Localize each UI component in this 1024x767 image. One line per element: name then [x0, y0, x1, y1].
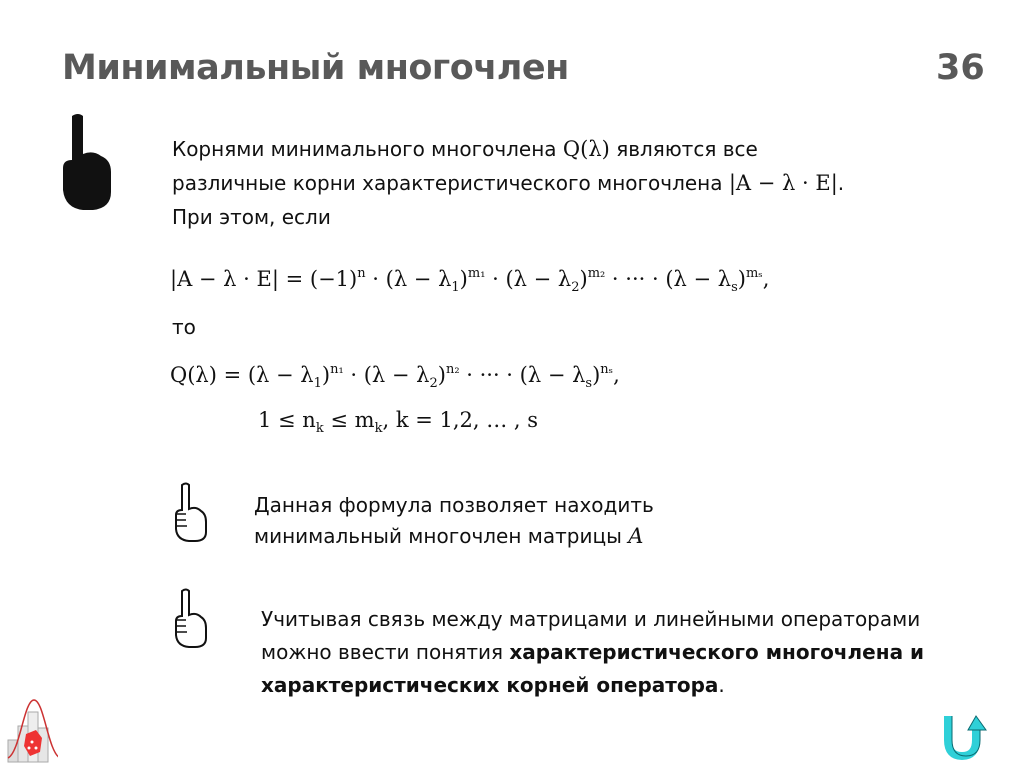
formula-token: ≤ m: [323, 408, 375, 432]
intro-line-1: Корнями минимального многочлена: [172, 137, 563, 161]
formula-token: n₂: [445, 362, 460, 377]
formula-token: 2: [571, 280, 580, 295]
note-2-bold-1: характеристического многочлена и: [509, 640, 925, 664]
intro-line-2-end: .: [837, 171, 845, 195]
formula-token: nₛ: [600, 362, 614, 377]
determinant-math: |A − λ · E|: [728, 171, 838, 195]
intro-text: [172, 132, 844, 234]
return-arrow-icon[interactable]: [944, 714, 1000, 760]
formula-token: · (λ − λ: [485, 267, 572, 291]
formula-token: mₛ: [745, 266, 763, 281]
note-2-end: .: [718, 673, 725, 697]
slide-title: Минимальный многочлен: [62, 48, 569, 88]
note-2-bold-2: характеристических корней оператора: [261, 673, 719, 697]
formula-token: ): [737, 267, 746, 291]
formula-token: s: [731, 280, 738, 295]
formula-constraints: [258, 408, 538, 436]
formula-token: 1 ≤ n: [258, 408, 316, 432]
matrix-a-math: A: [628, 524, 644, 548]
formula-token: k: [374, 421, 383, 436]
formula-token: s: [585, 376, 593, 391]
formula-token: ): [437, 363, 446, 387]
formula-token: · ··· · (λ − λ: [459, 363, 586, 387]
formula-token: ): [579, 267, 588, 291]
intro-line-1-end: являются все: [609, 137, 758, 161]
formula-token: · ··· · (λ − λ: [605, 267, 732, 291]
formula-token: Q(λ) = (λ − λ: [170, 363, 314, 387]
note-1-line-2: минимальный многочлен матрицы: [254, 524, 629, 548]
formula-token: 1: [451, 280, 460, 295]
then-word: то: [172, 315, 196, 339]
formula-token: 1: [313, 376, 322, 391]
note-2-line-1: Учитывая связь между матрицами и линейными операторами: [261, 607, 921, 631]
intro-line-3: При этом, если: [172, 205, 331, 229]
formula-token: · (λ − λ: [365, 267, 452, 291]
intro-line-2: различные корни характеристического многочлена: [172, 171, 729, 195]
formula-token: m₁: [467, 266, 486, 281]
formula-token: n₁: [330, 362, 344, 377]
formula-token: ): [321, 363, 331, 387]
dice-distribution-logo: [6, 696, 58, 764]
formula-token: ,: [762, 267, 770, 291]
note-2-line-2: можно ввести понятия: [261, 640, 510, 664]
formula-token: · (λ − λ: [343, 363, 430, 387]
formula-token: n: [357, 266, 366, 281]
q-lambda-math: Q(λ): [562, 137, 610, 161]
formula-token: m₂: [587, 266, 606, 281]
formula-characteristic: [170, 266, 769, 295]
pointing-hand-icon: [58, 112, 114, 212]
note-2: [261, 603, 924, 702]
note-1-line-1: Данная формула позволяет находить: [254, 493, 654, 517]
formula-token: ): [459, 267, 468, 291]
note-1: [254, 490, 654, 552]
formula-token: ): [592, 363, 601, 387]
pointing-hand-outline-icon: [172, 482, 208, 542]
formula-token: k: [315, 421, 324, 436]
formula-token: |A − λ · E| = (−1): [170, 267, 358, 291]
pointing-hand-outline-icon: [172, 588, 208, 648]
formula-token: ,: [613, 363, 620, 387]
slide-number: 36: [936, 48, 985, 88]
formula-token: 2: [429, 376, 438, 391]
formula-token: , k = 1,2, … , s: [382, 408, 539, 432]
formula-minimal: [170, 362, 620, 391]
